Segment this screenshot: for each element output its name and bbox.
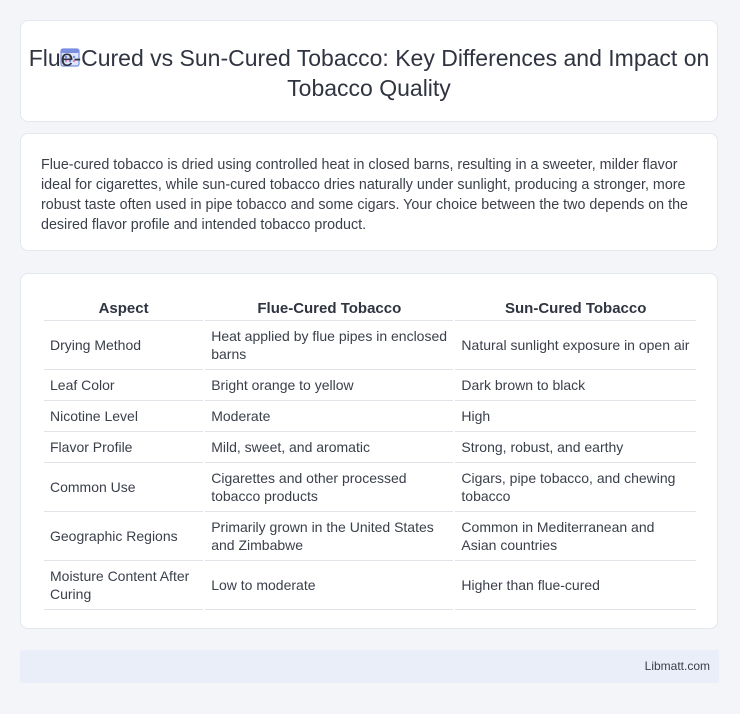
table-cell: Heat applied by flue pipes in enclosed barns — [205, 321, 453, 370]
table-cell: Bright orange to yellow — [205, 370, 453, 401]
table-cell: Cigarettes and other processed tobacco products — [205, 463, 453, 512]
table-row — [44, 463, 696, 512]
table-header-row — [44, 294, 696, 321]
table-cell: Higher than flue-cured — [455, 561, 696, 610]
header-aspect: Aspect — [44, 294, 203, 321]
header-flue-cured: Flue-Cured Tobacco — [205, 294, 453, 321]
table-cell: Moisture Content After Curing — [44, 561, 203, 610]
table-cell: High — [455, 401, 696, 432]
table-cell: Primarily grown in the United States and Zimbabwe — [205, 512, 453, 561]
summary-text: Flue-cured tobacco is dried using controlled heat in closed barns, resulting in a sweeter, milder flavor ideal for cigarettes, while sun-cured tobacco dries naturally under sunlight, producing a stronger, more robust taste often used in pipe tobacco and some cigars. Your choice between the two depends on the desired flavor profile and intended tobacco product. — [41, 157, 688, 233]
table-cell: Moderate — [205, 401, 453, 432]
header-sun-cured: Sun-Cured Tobacco — [455, 294, 696, 321]
table-cell: Nicotine Level — [44, 401, 203, 432]
footer-link[interactable]: Libmatt.com — [644, 659, 710, 673]
comparison-table — [42, 294, 698, 610]
table-row — [44, 512, 696, 561]
table-cell: Low to moderate — [205, 561, 453, 610]
table-cell: Strong, robust, and earthy — [455, 432, 696, 463]
table-cell: Leaf Color — [44, 370, 203, 401]
table-cell: Drying Method — [44, 321, 203, 370]
table-row — [44, 561, 696, 610]
footer — [20, 650, 719, 683]
summary-card — [20, 133, 718, 251]
page-title: Flue-Cured vs Sun-Cured Tobacco: Key Differences and Impact on Tobacco Quality — [28, 45, 710, 101]
table-row — [44, 321, 696, 370]
table-card — [20, 273, 718, 629]
table-cell: Common Use — [44, 463, 203, 512]
table-cell: Common in Mediterranean and Asian countries — [455, 512, 696, 561]
table-row — [44, 432, 696, 463]
table-row — [44, 370, 696, 401]
title-card — [20, 20, 718, 122]
table-cell: Cigars, pipe tobacco, and chewing tobacco — [455, 463, 696, 512]
table-cell: Natural sunlight exposure in open air — [455, 321, 696, 370]
table-row — [44, 401, 696, 432]
table-cell: Dark brown to black — [455, 370, 696, 401]
table-cell: Mild, sweet, and aromatic — [205, 432, 453, 463]
table-cell: Geographic Regions — [44, 512, 203, 561]
table-cell: Flavor Profile — [44, 432, 203, 463]
